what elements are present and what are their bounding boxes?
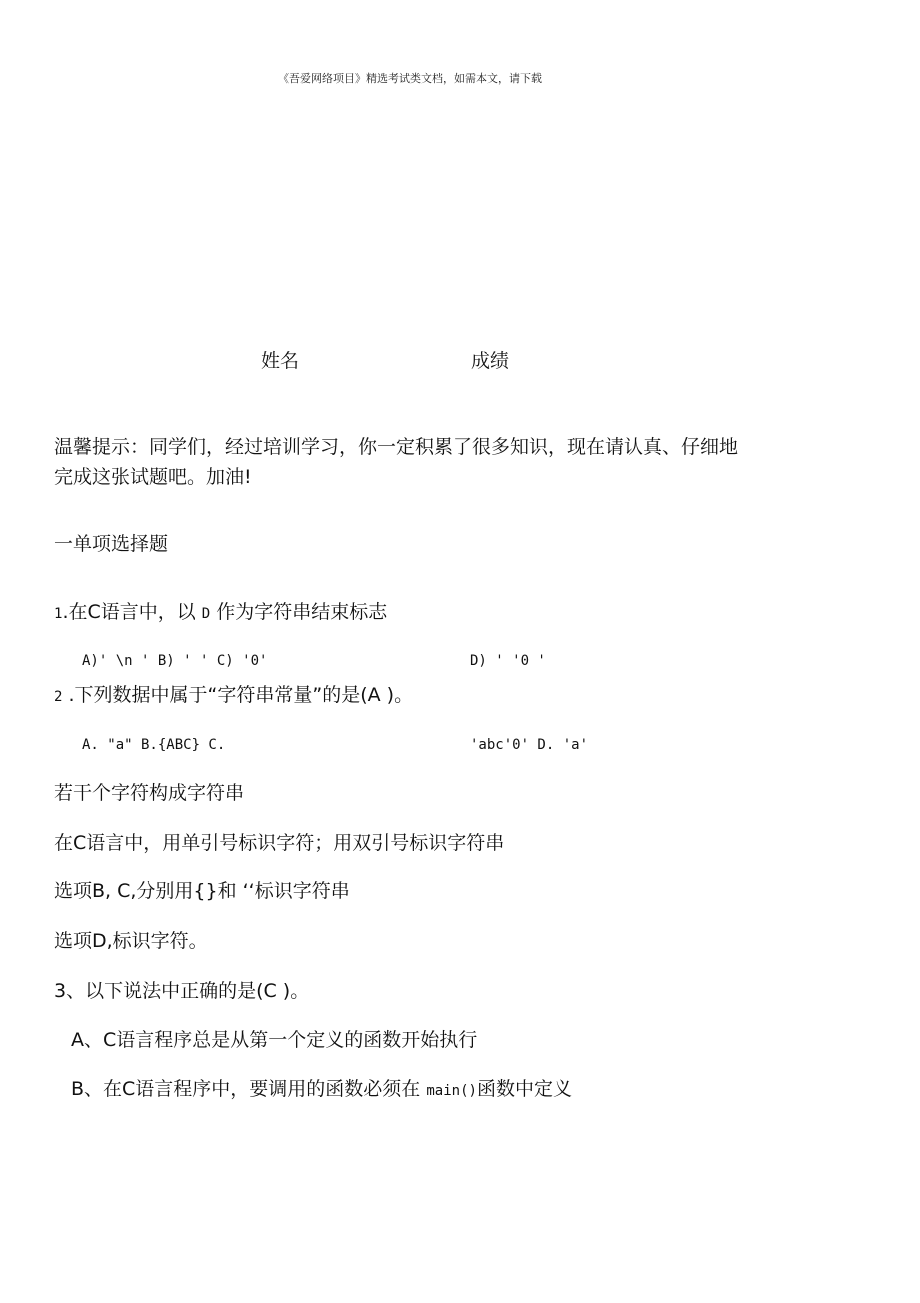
question-1-answer: D	[201, 606, 211, 622]
question-2-options-left: A. "a" B.{ABC} C.	[82, 737, 226, 753]
question-3-option-b-pre: B、在C语言程序中，要调用的函数必须在	[71, 1078, 421, 1100]
score-label: 成绩	[471, 350, 510, 372]
question-3-option-b-code: main()	[426, 1083, 477, 1099]
explanation-line-4: 选项D,标识字符。	[54, 930, 208, 952]
question-3-stem: 3、以下说法中正确的是(C )。	[54, 980, 310, 1002]
question-1-options-right: D) ' '0 '	[470, 653, 546, 669]
question-3-option-b	[71, 1074, 572, 1106]
question-3-option-a: A、C语言程序总是从第一个定义的函数开始执行	[71, 1029, 478, 1051]
tip-line-1: 温馨提示：同学们，经过培训学习，你一定积累了很多知识，现在请认真、仔细地	[54, 436, 739, 458]
section-title: 一单项选择题	[54, 533, 169, 555]
question-2-options-right: 'abc'0' D. 'a'	[470, 737, 589, 753]
question-2	[54, 680, 413, 712]
explanation-line-3: 选项B, C,分别用{}和 ‘‘标识字符串	[54, 880, 350, 902]
name-label: 姓名	[261, 350, 300, 372]
header-note: 《吾爱网络项目》精选考试类文档，如需本文，请下载	[278, 72, 542, 85]
tip-line-2: 完成这张试题吧。加油!	[54, 466, 252, 488]
question-2-stem: .下列数据中属于“字符串常量”的是(A )。	[68, 684, 414, 706]
question-1-options-left: A)' \n ' B) ' ' C) '0'	[82, 653, 268, 669]
explanation-line-2: 在C语言中，用单引号标识字符；用双引号标识字符串	[54, 832, 505, 854]
question-1-stem-tail: 作为字符串结束标志	[216, 601, 388, 623]
question-1-stem: .在C语言中，以	[62, 601, 196, 623]
question-1	[54, 597, 387, 629]
question-3-option-b-post: 函数中定义	[476, 1078, 572, 1100]
question-2-number: 2	[54, 689, 63, 705]
question-1-number: 1	[54, 606, 63, 622]
explanation-line-1: 若干个字符构成字符串	[54, 782, 245, 804]
